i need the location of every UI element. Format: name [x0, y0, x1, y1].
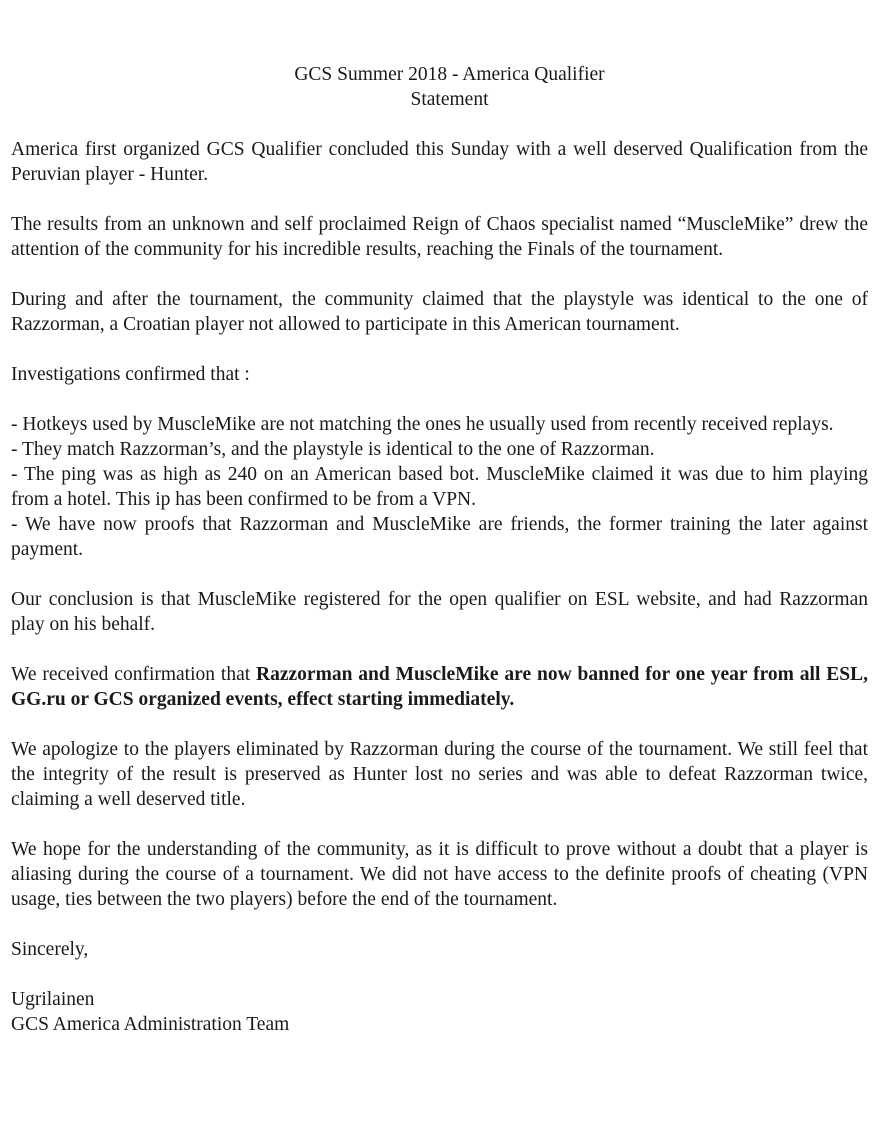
finding-item: - Hotkeys used by MuscleMike are not matching the ones he usually used from recently received replays.	[11, 414, 834, 435]
paragraph-apology: We apologize to the players eliminated by Razzorman during the course of the tournament. We still feel that the integrity of the result is preserved as Hunter lost no series and was able to defeat Razzorman twice, claiming a well deserved title.	[11, 739, 868, 810]
ban-intro-text: We received confirmation that	[11, 664, 257, 685]
title-block	[31, 62, 868, 112]
statement-document	[11, 62, 868, 1037]
paragraph-investigations: Investigations confirmed that :	[11, 364, 250, 385]
document-subtitle: Statement	[410, 89, 489, 110]
closing-salutation: Sincerely,	[11, 939, 89, 960]
signer-team: GCS America Administration Team	[11, 1014, 290, 1035]
paragraph-community-claims: During and after the tournament, the community claimed that the playstyle was identical to the one of Razzorman, a Croatian player not allowed to participate in this American tournament.	[11, 289, 868, 335]
paragraph-qualification: America first organized GCS Qualifier concluded this Sunday with a well deserved Qualification from the Peruvian player - Hunter.	[11, 139, 868, 185]
paragraph-understanding: We hope for the understanding of the community, as it is difficult to prove without a doubt that a player is aliasing during the course of a tournament. We did not have access to the definite proofs of cheating (VPN usage, ties between the two players) before the end of the tournament.	[11, 839, 868, 910]
signer-name: Ugrilainen	[11, 989, 95, 1010]
document-title: GCS Summer 2018 - America Qualifier	[294, 64, 605, 85]
paragraph-conclusion: Our conclusion is that MuscleMike registered for the open qualifier on ESL website, and had Razzorman play on his behalf.	[11, 589, 868, 635]
finding-item: - They match Razzorman’s, and the playstyle is identical to the one of Razzorman.	[11, 439, 655, 460]
paragraph-ban-announcement	[11, 662, 868, 712]
ban-details-text: Razzorman and MuscleMike are now banned for one year from all ESL, GG.ru or GCS organized events, effect starting immediately.	[11, 664, 868, 710]
paragraph-musclemike-results: The results from an unknown and self proclaimed Reign of Chaos specialist named “MuscleMike” drew the attention of the community for his incredible results, reaching the Finals of the tournament.	[11, 214, 868, 260]
finding-item: - We have now proofs that Razzorman and MuscleMike are friends, the former training the later against payment.	[11, 514, 868, 560]
findings-list	[11, 412, 868, 562]
finding-item: - The ping was as high as 240 on an American based bot. MuscleMike claimed it was due to him playing from a hotel. This ip has been confirmed to be from a VPN.	[11, 464, 868, 510]
